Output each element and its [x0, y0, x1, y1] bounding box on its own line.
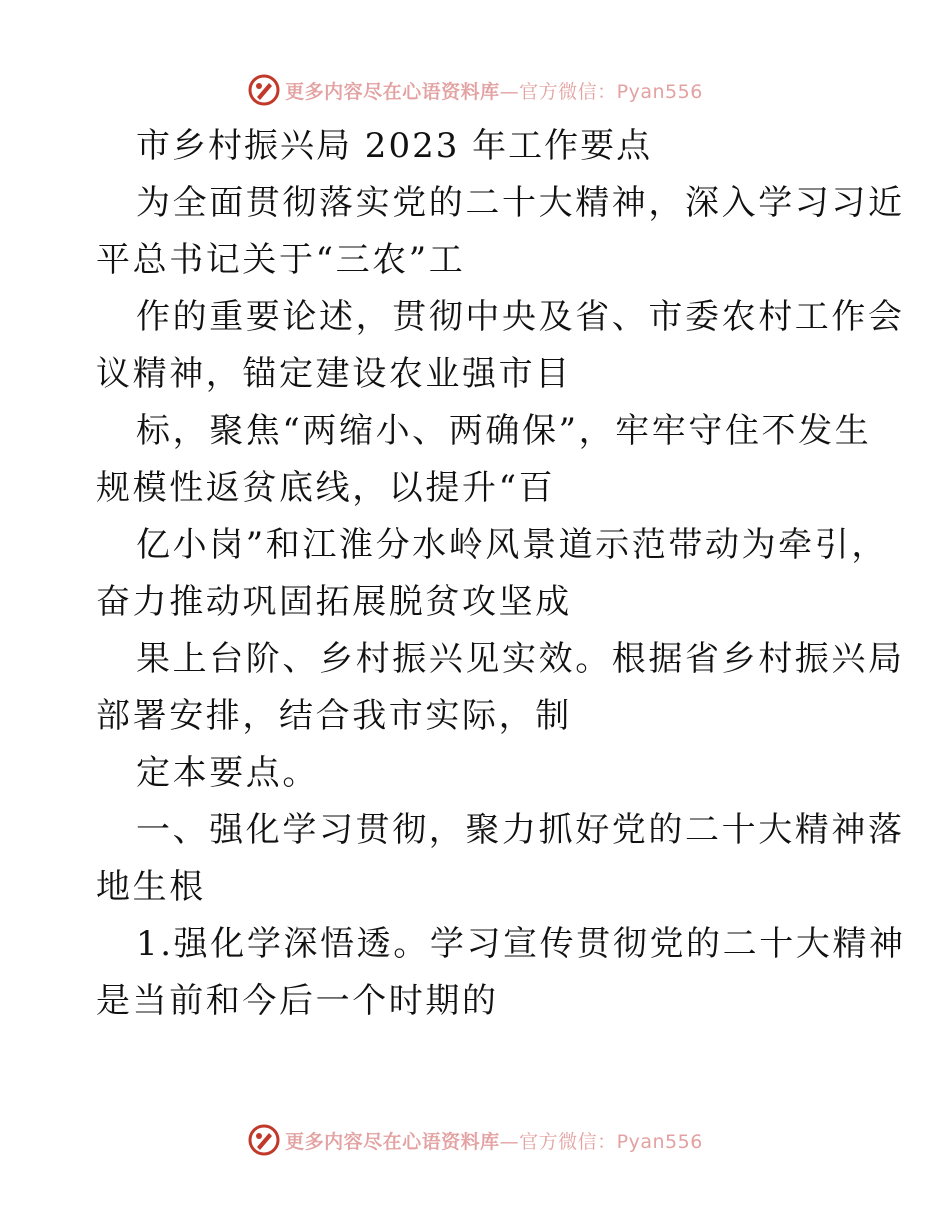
paragraph-line: 议精神，锚定建设农业强市目	[96, 354, 572, 394]
watermark-logo-icon	[247, 73, 281, 107]
paragraph-line: 标，聚焦“两缩小、两确保”，牢牢守住不发生	[136, 411, 872, 451]
paragraph-line: 部署安排，结合我市实际，制	[96, 696, 572, 736]
section-heading: 一、强化学习贯彻，聚力抓好党的二十大精神落	[136, 810, 905, 850]
document-body	[96, 118, 906, 1030]
paragraph-line: 定本要点。	[136, 753, 319, 793]
paragraph-line: 为全面贯彻落实党的二十大精神，深入学习习近	[136, 183, 905, 223]
section-heading-continued: 地生根	[96, 867, 206, 907]
paragraph-line: 规模性返贫底线，以提升“百	[96, 468, 556, 508]
footer-watermark	[0, 1120, 950, 1160]
paragraph-line: 亿小岗”和江淮分水岭风景道示范带动为牵引，	[136, 525, 888, 565]
watermark-text: 更多内容尽在心语资料库—官方微信：Pyan556	[285, 1130, 703, 1153]
paragraph-line: 果上台阶、乡村振兴见实效。根据省乡村振兴局	[136, 639, 905, 679]
paragraph-line: 平总书记关于“三农”工	[96, 240, 466, 280]
paragraph-line: 作的重要论述，贯彻中央及省、市委农村工作会	[136, 297, 905, 337]
paragraph-line: 是当前和今后一个时期的	[96, 981, 499, 1021]
header-watermark	[0, 70, 950, 110]
document-title: 市乡村振兴局 2023 年工作要点	[136, 126, 653, 166]
watermark-text: 更多内容尽在心语资料库—官方微信：Pyan556	[285, 80, 703, 103]
paragraph-line: 1.强化学深悟透。学习宣传贯彻党的二十大精神	[136, 924, 906, 964]
watermark-logo-icon	[247, 1123, 281, 1157]
paragraph-line: 奋力推动巩固拓展脱贫攻坚成	[96, 582, 572, 622]
